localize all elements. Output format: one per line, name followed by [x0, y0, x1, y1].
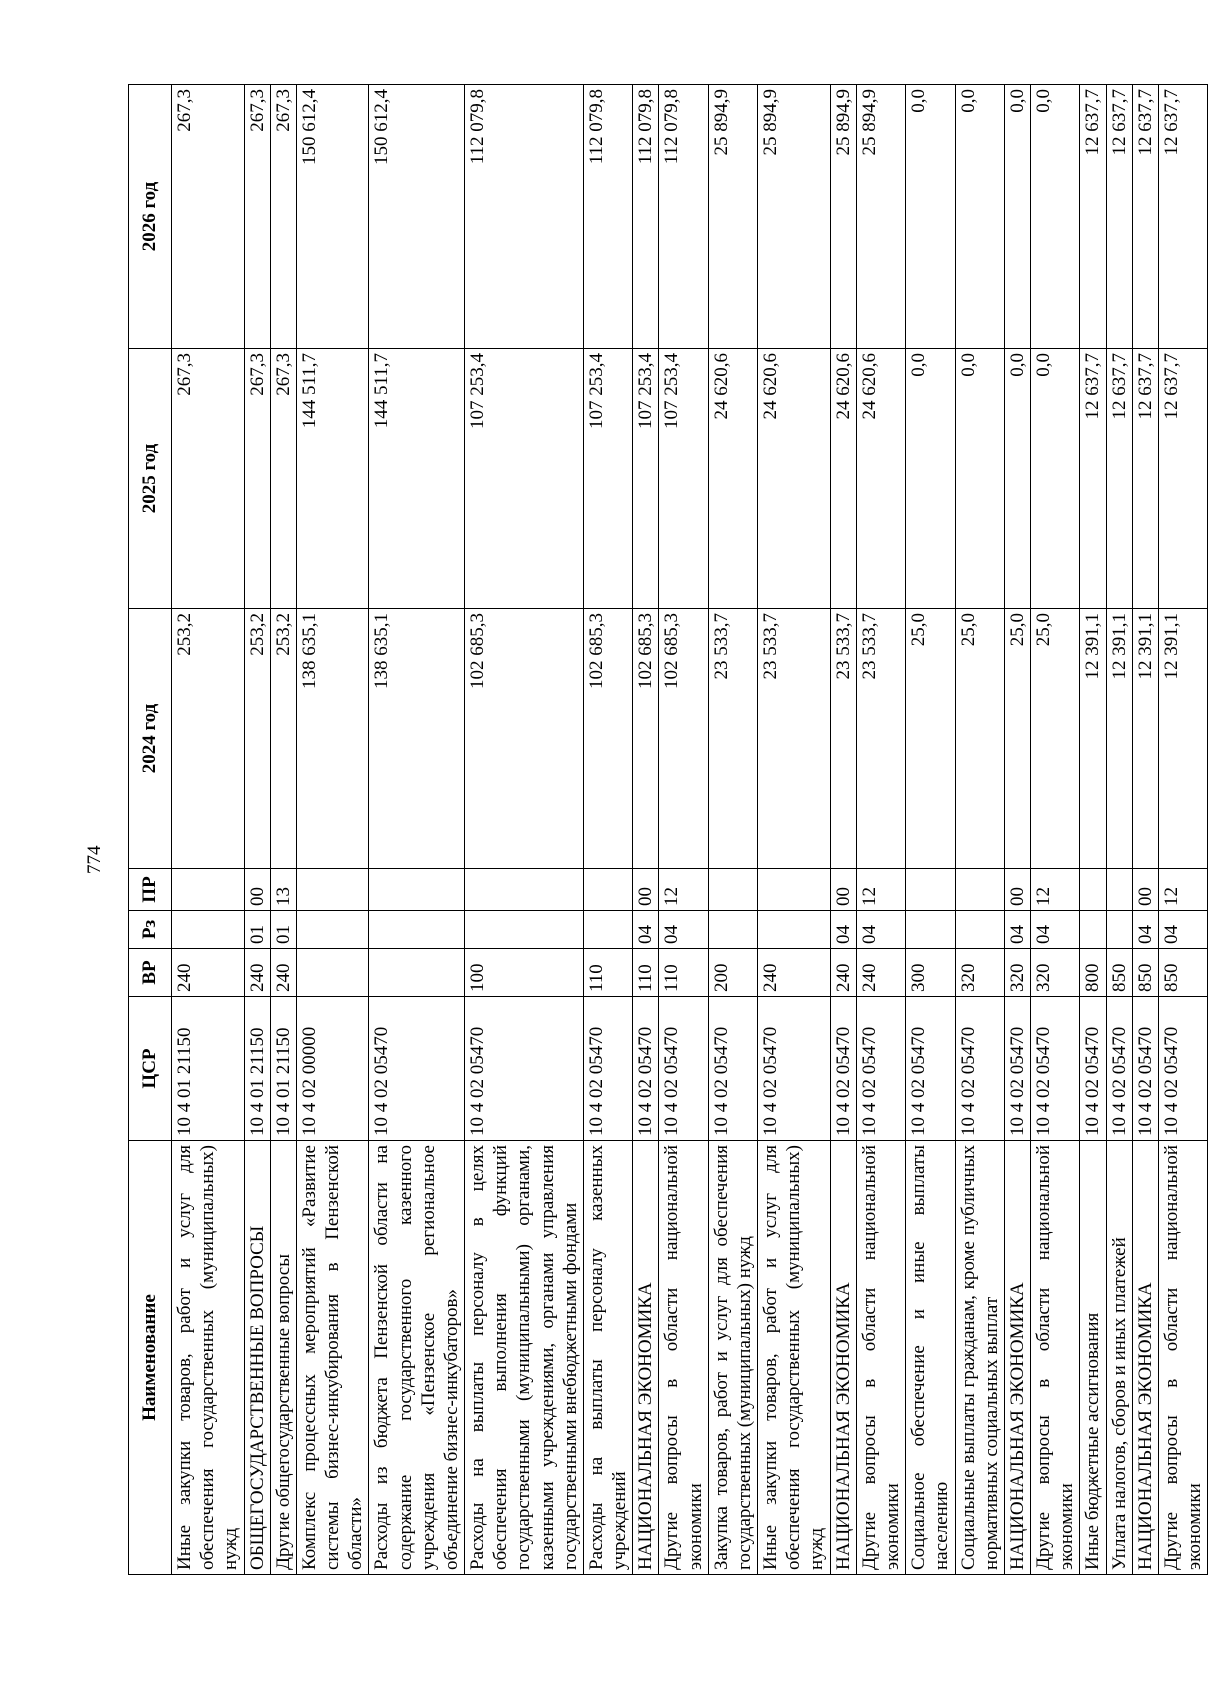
cell-pr: 00 [1132, 869, 1158, 911]
cell-vr [369, 949, 465, 997]
cell-name: НАЦИОНАЛЬНАЯ ЭКОНОМИКА [633, 1141, 659, 1575]
cell-rz [758, 911, 831, 949]
cell-name: НАЦИОНАЛЬНАЯ ЭКОНОМИКА [830, 1141, 856, 1575]
cell-pr [955, 869, 1004, 911]
cell-rz [955, 911, 1004, 949]
cell-rz: 01 [244, 911, 270, 949]
table-row [1004, 85, 1030, 1575]
cell-pr: 00 [633, 869, 659, 911]
cell-2025: 0,0 [955, 349, 1004, 609]
cell-pr [583, 869, 632, 911]
cell-2026: 12 637,7 [1106, 85, 1132, 349]
cell-2024: 25,0 [906, 609, 955, 869]
cell-csr: 10 4 02 05470 [1158, 997, 1207, 1141]
cell-vr: 320 [1004, 949, 1030, 997]
cell-csr: 10 4 01 21150 [172, 997, 245, 1141]
table-row [296, 85, 369, 1575]
cell-rz [172, 911, 245, 949]
cell-2024: 25,0 [1004, 609, 1030, 869]
table-row [633, 85, 659, 1575]
cell-csr: 10 4 02 05470 [583, 997, 632, 1141]
cell-csr: 10 4 02 05470 [465, 997, 584, 1141]
cell-pr [758, 869, 831, 911]
cell-2026: 25 894,9 [758, 85, 831, 349]
header-2024: 2024 год [129, 609, 172, 869]
table-row [1106, 85, 1132, 1575]
cell-2026: 0,0 [1004, 85, 1030, 349]
cell-pr: 00 [244, 869, 270, 911]
cell-rz [583, 911, 632, 949]
cell-vr: 240 [856, 949, 905, 997]
cell-csr: 10 4 02 05470 [1106, 997, 1132, 1141]
page-number: 774 [84, 845, 105, 875]
cell-pr: 12 [856, 869, 905, 911]
cell-pr [708, 869, 757, 911]
cell-csr: 10 4 01 21150 [270, 997, 296, 1141]
cell-vr: 240 [172, 949, 245, 997]
cell-2025: 24 620,6 [708, 349, 757, 609]
cell-pr [296, 869, 369, 911]
cell-2026: 25 894,9 [856, 85, 905, 349]
cell-name: Другие вопросы в области национальной экономики [856, 1141, 905, 1575]
cell-csr: 10 4 02 05470 [1080, 997, 1106, 1141]
cell-2024: 102 685,3 [583, 609, 632, 869]
cell-2024: 253,2 [244, 609, 270, 869]
cell-csr: 10 4 02 05470 [1004, 997, 1030, 1141]
cell-name: Комплекс процессных мероприятий «Развитие системы бизнес-инкубирования в Пензенской области» [296, 1141, 369, 1575]
cell-pr [369, 869, 465, 911]
cell-2024: 138 635,1 [369, 609, 465, 869]
cell-2024: 102 685,3 [659, 609, 708, 869]
cell-pr [465, 869, 584, 911]
cell-rz [465, 911, 584, 949]
cell-name: Другие общегосударственные вопросы [270, 1141, 296, 1575]
cell-2026: 0,0 [1031, 85, 1080, 349]
cell-2024: 12 391,1 [1106, 609, 1132, 869]
cell-2024: 102 685,3 [633, 609, 659, 869]
header-name: Наименование [129, 1141, 172, 1575]
cell-2025: 12 637,7 [1080, 349, 1106, 609]
cell-2026: 0,0 [955, 85, 1004, 349]
cell-csr: 10 4 02 00000 [296, 997, 369, 1141]
cell-rz: 04 [856, 911, 905, 949]
table-row [270, 85, 296, 1575]
cell-2024: 253,2 [172, 609, 245, 869]
cell-pr [906, 869, 955, 911]
cell-2025: 267,3 [244, 349, 270, 609]
cell-2026: 150 612,4 [369, 85, 465, 349]
table-row [708, 85, 757, 1575]
cell-csr: 10 4 02 05470 [369, 997, 465, 1141]
cell-vr: 300 [906, 949, 955, 997]
cell-2025: 0,0 [1004, 349, 1030, 609]
cell-rz [1080, 911, 1106, 949]
header-rz: Рз [129, 911, 172, 949]
cell-2025: 144 511,7 [296, 349, 369, 609]
cell-rz [296, 911, 369, 949]
cell-2024: 102 685,3 [465, 609, 584, 869]
cell-2025: 107 253,4 [659, 349, 708, 609]
cell-2025: 107 253,4 [633, 349, 659, 609]
cell-csr: 10 4 02 05470 [758, 997, 831, 1141]
table-row [1132, 85, 1158, 1575]
cell-pr [1106, 869, 1132, 911]
cell-csr: 10 4 02 05470 [633, 997, 659, 1141]
cell-2024: 23 533,7 [856, 609, 905, 869]
cell-2024: 12 391,1 [1132, 609, 1158, 869]
cell-vr: 800 [1080, 949, 1106, 997]
table-row [369, 85, 465, 1575]
cell-2025: 0,0 [1031, 349, 1080, 609]
cell-2025: 267,3 [172, 349, 245, 609]
cell-2025: 107 253,4 [465, 349, 584, 609]
table-row [856, 85, 905, 1575]
cell-csr: 10 4 02 05470 [1031, 997, 1080, 1141]
table-row [906, 85, 955, 1575]
cell-rz: 04 [633, 911, 659, 949]
table-row [244, 85, 270, 1575]
cell-csr: 10 4 01 21150 [244, 997, 270, 1141]
table-row [172, 85, 245, 1575]
cell-2025: 12 637,7 [1158, 349, 1207, 609]
table-row [583, 85, 632, 1575]
cell-2024: 23 533,7 [758, 609, 831, 869]
cell-name: Другие вопросы в области национальной экономики [659, 1141, 708, 1575]
cell-2024: 25,0 [955, 609, 1004, 869]
cell-vr: 110 [583, 949, 632, 997]
cell-2025: 12 637,7 [1106, 349, 1132, 609]
cell-pr: 00 [1004, 869, 1030, 911]
cell-2025: 24 620,6 [758, 349, 831, 609]
table-row [465, 85, 584, 1575]
cell-vr: 850 [1106, 949, 1132, 997]
table-row [1158, 85, 1207, 1575]
cell-vr: 100 [465, 949, 584, 997]
cell-2024: 23 533,7 [830, 609, 856, 869]
table-row [1031, 85, 1080, 1575]
cell-vr: 240 [758, 949, 831, 997]
cell-2025: 267,3 [270, 349, 296, 609]
cell-2024: 253,2 [270, 609, 296, 869]
cell-2026: 267,3 [270, 85, 296, 349]
table-body [172, 85, 1208, 1575]
cell-2024: 23 533,7 [708, 609, 757, 869]
cell-pr: 12 [1158, 869, 1207, 911]
cell-name: Расходы на выплаты персоналу казенных учреждений [583, 1141, 632, 1575]
cell-2026: 112 079,8 [465, 85, 584, 349]
cell-vr: 240 [270, 949, 296, 997]
table-row [659, 85, 708, 1575]
cell-name: Другие вопросы в области национальной экономики [1158, 1141, 1207, 1575]
budget-table [128, 84, 1208, 1575]
cell-pr [1080, 869, 1106, 911]
cell-pr: 12 [1031, 869, 1080, 911]
cell-2026: 267,3 [244, 85, 270, 349]
cell-name: Закупка товаров, работ и услуг для обеспечения государственных (муниципальных) нужд [708, 1141, 757, 1575]
cell-rz: 01 [270, 911, 296, 949]
cell-2026: 112 079,8 [633, 85, 659, 349]
cell-vr: 110 [659, 949, 708, 997]
header-2026: 2026 год [129, 85, 172, 349]
cell-2025: 24 620,6 [856, 349, 905, 609]
cell-2026: 12 637,7 [1132, 85, 1158, 349]
cell-vr: 110 [633, 949, 659, 997]
cell-name: ОБЩЕГОСУДАРСТВЕННЫЕ ВОПРОСЫ [244, 1141, 270, 1575]
cell-pr: 00 [830, 869, 856, 911]
cell-2026: 25 894,9 [830, 85, 856, 349]
cell-rz: 04 [1158, 911, 1207, 949]
cell-name: Иные бюджетные ассигнования [1080, 1141, 1106, 1575]
cell-vr: 200 [708, 949, 757, 997]
cell-rz: 04 [1132, 911, 1158, 949]
cell-csr: 10 4 02 05470 [708, 997, 757, 1141]
cell-2025: 144 511,7 [369, 349, 465, 609]
cell-2026: 267,3 [172, 85, 245, 349]
cell-name: НАЦИОНАЛЬНАЯ ЭКОНОМИКА [1004, 1141, 1030, 1575]
cell-vr [296, 949, 369, 997]
cell-2026: 25 894,9 [708, 85, 757, 349]
header-vr: ВР [129, 949, 172, 997]
cell-2025: 0,0 [906, 349, 955, 609]
cell-2026: 12 637,7 [1158, 85, 1207, 349]
cell-2026: 0,0 [906, 85, 955, 349]
cell-2025: 12 637,7 [1132, 349, 1158, 609]
cell-csr: 10 4 02 05470 [659, 997, 708, 1141]
cell-2026: 12 637,7 [1080, 85, 1106, 349]
cell-name: Уплата налогов, сборов и иных платежей [1106, 1141, 1132, 1575]
cell-vr: 320 [1031, 949, 1080, 997]
cell-2026: 112 079,8 [583, 85, 632, 349]
cell-rz [1106, 911, 1132, 949]
cell-2026: 112 079,8 [659, 85, 708, 349]
cell-vr: 850 [1132, 949, 1158, 997]
cell-csr: 10 4 02 05470 [955, 997, 1004, 1141]
cell-pr: 12 [659, 869, 708, 911]
cell-rz [906, 911, 955, 949]
cell-name: Другие вопросы в области национальной экономики [1031, 1141, 1080, 1575]
cell-rz [369, 911, 465, 949]
cell-2025: 24 620,6 [830, 349, 856, 609]
cell-2025: 107 253,4 [583, 349, 632, 609]
cell-name: Иные закупки товаров, работ и услуг для обеспечения государственных (муниципальных) нужд [172, 1141, 245, 1575]
table-row [955, 85, 1004, 1575]
cell-2024: 12 391,1 [1158, 609, 1207, 869]
table-row [1080, 85, 1106, 1575]
cell-name: НАЦИОНАЛЬНАЯ ЭКОНОМИКА [1132, 1141, 1158, 1575]
cell-2024: 25,0 [1031, 609, 1080, 869]
cell-vr: 240 [244, 949, 270, 997]
header-pr: ПР [129, 869, 172, 911]
table-row [758, 85, 831, 1575]
cell-name: Иные закупки товаров, работ и услуг для обеспечения государственных (муниципальных) нужд [758, 1141, 831, 1575]
cell-name: Расходы на выплаты персоналу в целях обеспечения выполнения функций государственными (муниципальными) органами, казенными учреждениями, органами управления государственными внебюджетными фондами [465, 1141, 584, 1575]
cell-2024: 138 635,1 [296, 609, 369, 869]
cell-2026: 150 612,4 [296, 85, 369, 349]
cell-csr: 10 4 02 05470 [1132, 997, 1158, 1141]
cell-name: Расходы из бюджета Пензенской области на содержание государственного казенного учреждения «Пензенское региональное объединение бизнес-инкубаторов» [369, 1141, 465, 1575]
cell-rz: 04 [1004, 911, 1030, 949]
header-row [129, 85, 172, 1575]
table-row [830, 85, 856, 1575]
cell-pr [172, 869, 245, 911]
cell-name: Социальные выплаты гражданам, кроме публичных нормативных социальных выплат [955, 1141, 1004, 1575]
cell-vr: 240 [830, 949, 856, 997]
cell-vr: 320 [955, 949, 1004, 997]
cell-rz [708, 911, 757, 949]
cell-csr: 10 4 02 05470 [856, 997, 905, 1141]
header-csr: ЦСР [129, 997, 172, 1141]
cell-rz: 04 [1031, 911, 1080, 949]
header-2025: 2025 год [129, 349, 172, 609]
cell-vr: 850 [1158, 949, 1207, 997]
cell-rz: 04 [830, 911, 856, 949]
cell-csr: 10 4 02 05470 [906, 997, 955, 1141]
cell-pr: 13 [270, 869, 296, 911]
cell-2024: 12 391,1 [1080, 609, 1106, 869]
cell-csr: 10 4 02 05470 [830, 997, 856, 1141]
cell-name: Социальное обеспечение и иные выплаты населению [906, 1141, 955, 1575]
cell-rz: 04 [659, 911, 708, 949]
rotated-table-container [128, 85, 1206, 1575]
